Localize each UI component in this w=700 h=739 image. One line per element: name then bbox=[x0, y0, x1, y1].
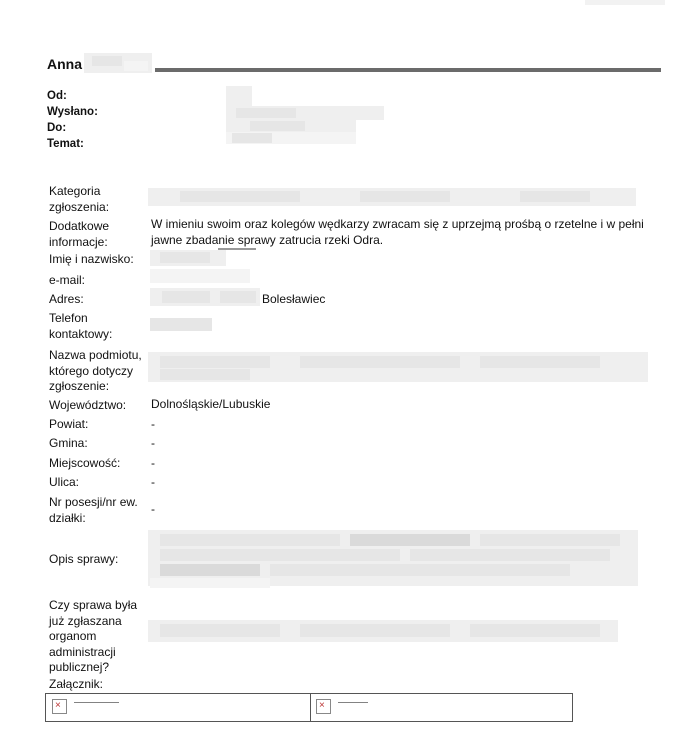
label-ulica: Ulica: bbox=[49, 475, 80, 489]
label-nr-posesji: Nr posesji/nr ew. działki: bbox=[49, 495, 138, 525]
email-header bbox=[47, 56, 661, 76]
sent-label: Wysłano: bbox=[47, 106, 98, 118]
attachment-divider bbox=[310, 694, 311, 721]
attachment-placeholder-1: ▬▬▬▬▬▬▬▬▬▬▬▬▬▬▬ bbox=[74, 700, 119, 704]
label-imie: Imię i nazwisko: bbox=[49, 252, 134, 266]
value-nr-posesji: - bbox=[151, 502, 155, 516]
value-dodatkowe: W imieniu swoim oraz kolegów wędkarzy zwracam się z uprzejmą prośbą o rzetelne i w pełni jawne zbadanie sprawy zatrucia rzeki Odra. bbox=[151, 217, 644, 247]
value-miejscowosc: - bbox=[151, 456, 155, 470]
label-podmiot: Nazwa podmiotu, którego dotyczy zgłoszenie: bbox=[49, 348, 142, 393]
label-email: e-mail: bbox=[49, 273, 86, 287]
value-adres: Bolesławiec bbox=[262, 292, 326, 306]
label-kategoria: Kategoria zgłoszenia: bbox=[49, 184, 110, 214]
attachment-placeholder-2: ▬▬▬▬▬▬▬▬▬▬ bbox=[338, 700, 368, 704]
email-meta-labels bbox=[47, 88, 98, 152]
value-powiat: - bbox=[151, 417, 155, 431]
header-rule bbox=[155, 68, 661, 72]
redacted-telefon bbox=[150, 318, 212, 331]
label-miejscowosc: Miejscowość: bbox=[49, 456, 121, 470]
label-telefon: Telefon kontaktowy: bbox=[49, 311, 113, 341]
value-wojewodztwo: Dolnośląskie/Lubuskie bbox=[151, 397, 271, 411]
broken-image-icon[interactable]: × bbox=[52, 699, 67, 714]
label-dodatkowe: Dodatkowe informacje: bbox=[49, 219, 110, 249]
label-adres: Adres: bbox=[49, 292, 84, 306]
top-edge-mark bbox=[585, 0, 665, 5]
label-powiat: Powiat: bbox=[49, 417, 89, 431]
redacted-surname bbox=[84, 53, 152, 73]
redacted-email bbox=[150, 269, 250, 283]
label-opis: Opis sprawy: bbox=[49, 552, 119, 566]
label-zalacznik: Załącznik: bbox=[49, 677, 104, 691]
from-label: Od: bbox=[47, 90, 67, 102]
subject-label: Temat: bbox=[47, 138, 84, 150]
value-gmina: - bbox=[151, 436, 155, 450]
attachments-box bbox=[45, 693, 573, 722]
label-czy-zgloszona: Czy sprawa była już zgłaszana organom administracji publicznej? bbox=[49, 598, 138, 674]
value-ulica: - bbox=[151, 475, 155, 489]
broken-image-icon[interactable]: × bbox=[316, 699, 331, 714]
label-gmina: Gmina: bbox=[49, 436, 88, 450]
sender-name: Anna bbox=[47, 56, 82, 72]
label-wojewodztwo: Województwo: bbox=[49, 398, 127, 412]
to-label: Do: bbox=[47, 122, 67, 134]
